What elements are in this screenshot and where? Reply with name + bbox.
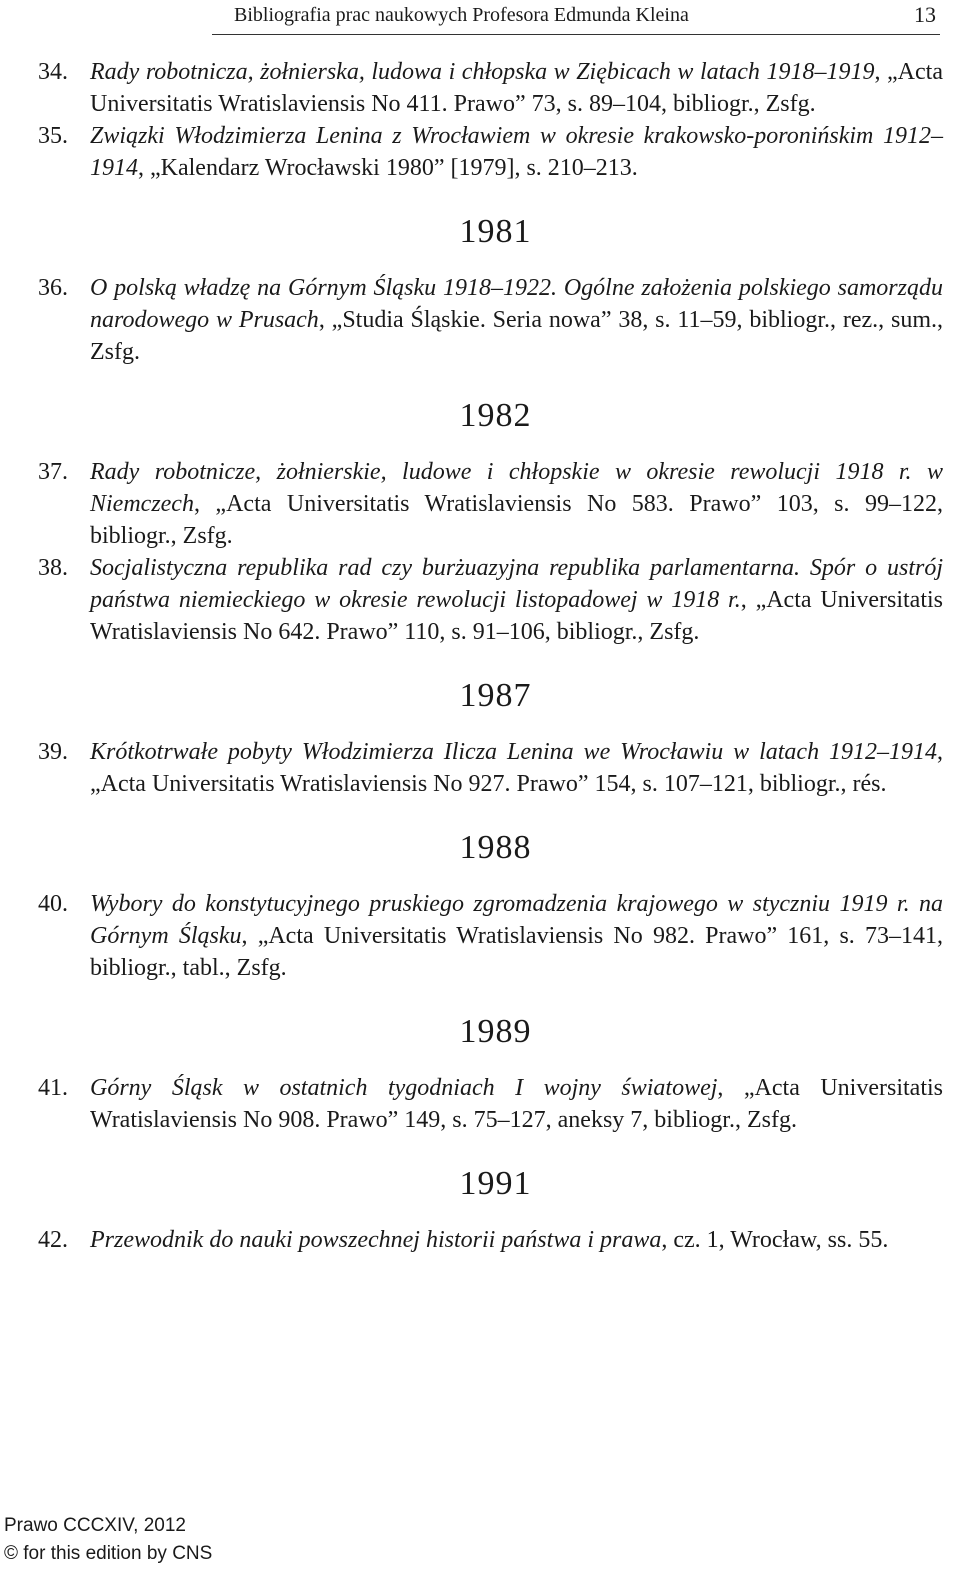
entry-title: Przewodnik do nauki powszechnej historii państwa i prawa [90,1227,662,1253]
entry-number: 35. [38,123,68,149]
entry-title: Górny Śląsk w ostatnich tygodniach I wojny światowej [90,1075,718,1101]
entry-number: 37. [38,459,68,485]
entry-number: 34. [38,59,68,85]
entry-publication: , cz. 1, Wrocław, ss. 55. [661,1227,889,1253]
entry-publication: , „Acta Universitatis Wratislaviensis No 411. Prawo” 73, s. 89–104, bibliogr., Zsfg. [90,59,943,117]
bibliography-entry [38,56,943,120]
entry-number: 40. [38,891,68,917]
bibliography-entry [38,736,943,800]
entry-publication: , „Acta Universitatis Wratislaviensis No 642. Prawo” 110, s. 91–106, bibliogr., Zsfg. [90,587,943,645]
bibliography-entry [38,272,943,368]
entry-number: 39. [38,739,68,765]
entry-publication: , „Acta Universitatis Wratislaviensis No 908. Prawo” 149, s. 75–127, aneksy 7, bibliogr., Zsfg. [90,1075,943,1133]
entry-number: 41. [38,1075,68,1101]
year-heading: 1988 [459,829,532,866]
entry-title: Rady robotnicza, żołnierska, ludowa i chłopska w Ziębicach w latach 1918–1919 [90,59,875,85]
page-number: 13 [914,2,936,27]
bibliography-entry [38,120,943,184]
running-header-title: Bibliografia prac naukowych Profesora Edmunda Kleina [234,4,689,26]
entry-title: O polską władzę na Górnym Śląsku 1918–1922. Ogólne założenia polskiego samorządu narodowego w Prusach [90,275,943,333]
entry-title: Wybory do konstytucyjnego pruskiego zgromadzenia krajowego w styczniu 1919 r. na Górnym Śląsku [90,891,943,949]
bibliography-entry [38,888,943,984]
journal-issue: Prawo CCCXIV, 2012 [4,1515,187,1536]
header-divider [212,34,940,35]
year-heading: 1987 [459,677,532,714]
entry-title: Krótkotrwałe pobyty Włodzimierza Ilicza Lenina we Wrocławiu w latach 1912–1914 [90,739,937,765]
year-heading: 1982 [459,397,532,434]
entry-number: 38. [38,555,68,581]
year-heading: 1981 [459,213,532,250]
entry-publication: , „Studia Śląskie. Seria nowa” 38, s. 11–59, bibliogr., rez., sum., Zsfg. [90,307,943,365]
entry-publication: , „Kalendarz Wrocławski 1980” [1979], s. 210–213. [138,155,638,181]
bibliography-entry [38,456,943,552]
entry-number: 42. [38,1227,68,1253]
entry-title: Związki Włodzimierza Lenina z Wrocławiem w okresie krakowsko-poronińskim 1912–1914 [90,123,943,181]
year-heading: 1989 [459,1013,532,1050]
bibliography-entry [38,552,943,648]
year-heading: 1991 [459,1165,532,1202]
bibliography-entry [38,1224,943,1256]
entry-number: 36. [38,275,68,301]
bibliography-entry [38,1072,943,1136]
entry-publication: , „Acta Universitatis Wratislaviensis No 982. Prawo” 161, s. 73–141, bibliogr., tabl., Zsfg. [90,923,943,981]
entry-title: Socjalistyczna republika rad czy burżuazyjna republika parlamentarna. Spór o ustrój państwa niemieckiego w okresie rewolucji listopadowej w 1918 r. [90,555,943,613]
bibliography-list [38,56,943,1256]
entry-publication: , „Acta Universitatis Wratislaviensis No 927. Prawo” 154, s. 107–121, bibliogr., rés. [90,739,943,797]
copyright-footer [4,1512,212,1568]
copyright-notice: © for this edition by CNS [4,1543,213,1564]
entry-title: Rady robotnicze, żołnierskie, ludowe i chłopskie w okresie rewolucji 1918 r. w Niemczech [90,459,943,517]
entry-publication: , „Acta Universitatis Wratislaviensis No 583. Prawo” 103, s. 99–122, bibliogr., Zsfg. [90,491,943,549]
